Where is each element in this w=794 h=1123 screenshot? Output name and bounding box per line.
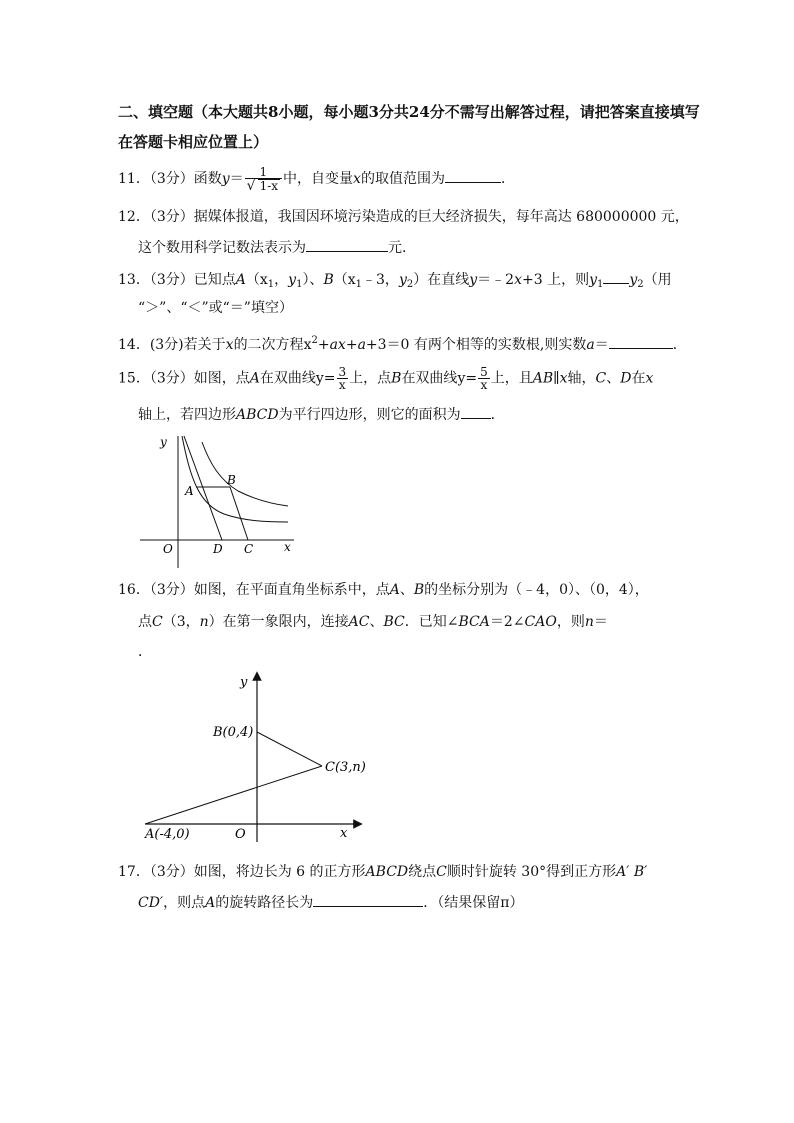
question-14: 14．(3分)若关于x的二次方程$x^2+ax+a+3=0$ 有两个相等的实数根,则实数a＝ ．: [118, 335, 687, 353]
answer-blank[interactable]: [461, 404, 491, 419]
answer-blank[interactable]: [603, 269, 629, 284]
section-title-line2: 在答题卡相应位置上）: [118, 133, 269, 151]
question-16-line3: ．: [138, 644, 152, 660]
answer-blank[interactable]: [306, 237, 388, 252]
answer-blank[interactable]: [445, 168, 501, 183]
label-o: O: [235, 827, 246, 842]
label-x: x: [340, 826, 348, 841]
segment-ac: [145, 766, 322, 824]
fraction: $\frac{1}{√ 1-x}$: [245, 166, 282, 192]
question-16: 16．（3分）如图，在平面直角坐标系中，点A、B的坐标分别为（﹣4，0）、（0，4），: [118, 582, 649, 598]
label-a: A: [185, 484, 194, 498]
label-c: C(3,n): [325, 760, 366, 775]
label-x: x: [284, 540, 291, 554]
question-16-line2: 点C（3，n）在第一象限内，连接AC、BC．已知∠BCA＝2∠CAO，则n＝: [138, 614, 608, 630]
figure-15: [138, 430, 308, 570]
label-c: C: [244, 542, 254, 556]
hyperbola-5-over-x: [202, 442, 288, 506]
label-a: A(-4,0): [145, 827, 190, 842]
question-13-line2: “＞”、“＜”或“＝”填空）: [138, 300, 293, 316]
answer-blank[interactable]: [609, 334, 673, 349]
label-y: y: [160, 435, 167, 449]
question-12: 12．（3分）据媒体报道，我国因环境污染造成的巨大经济损失，每年高达 680000000 元，: [118, 209, 689, 225]
question-12-line2: 这个数用科学记数法表示为 元．: [138, 237, 416, 258]
segment-bc: [257, 732, 322, 766]
label-b: B: [227, 473, 236, 487]
question-17: 17．（3分）如图，将边长为 6 的正方形ABCD绕点C顺时针旋转 30°得到正方形A′ B′: [118, 864, 648, 880]
question-17-line2: CD′，则点A的旋转路径长为 ．（结果保留π）: [138, 892, 523, 913]
question-15: 15．（3分）如图，点A在双曲线y= $\frac{3}{x}$ 上，点B在双曲线y= $\frac{5}{x}$ 上，且AB∥x轴，C、D在x: [118, 365, 654, 392]
label-b: B(0,4): [213, 725, 254, 740]
question-13: 13．（3分）已知点$A(x_1$，$y_1$）、$B(x_1﹣3$，$y_2$）在直线y＝﹣2x+3 上，则$y_1$ $y_2$（用: [118, 269, 672, 295]
label-o: O: [163, 542, 173, 556]
label-d: D: [213, 542, 223, 556]
section-title: 二、填空题（本大题共8小题，每小题3分共24分不需写出解答过程，请把答案直接填写: [118, 103, 700, 121]
answer-blank[interactable]: [313, 892, 423, 907]
label-y: y: [240, 675, 248, 690]
figure-16: [130, 670, 370, 845]
question-15-line2: 轴上，若四边形ABCD为平行四边形，则它的面积为 ．: [138, 404, 505, 425]
question-11: 11．（3分）函数y＝ $\frac{1}{√ 1-x}$ 中，自变量x的取值范围为 ．: [118, 165, 515, 194]
